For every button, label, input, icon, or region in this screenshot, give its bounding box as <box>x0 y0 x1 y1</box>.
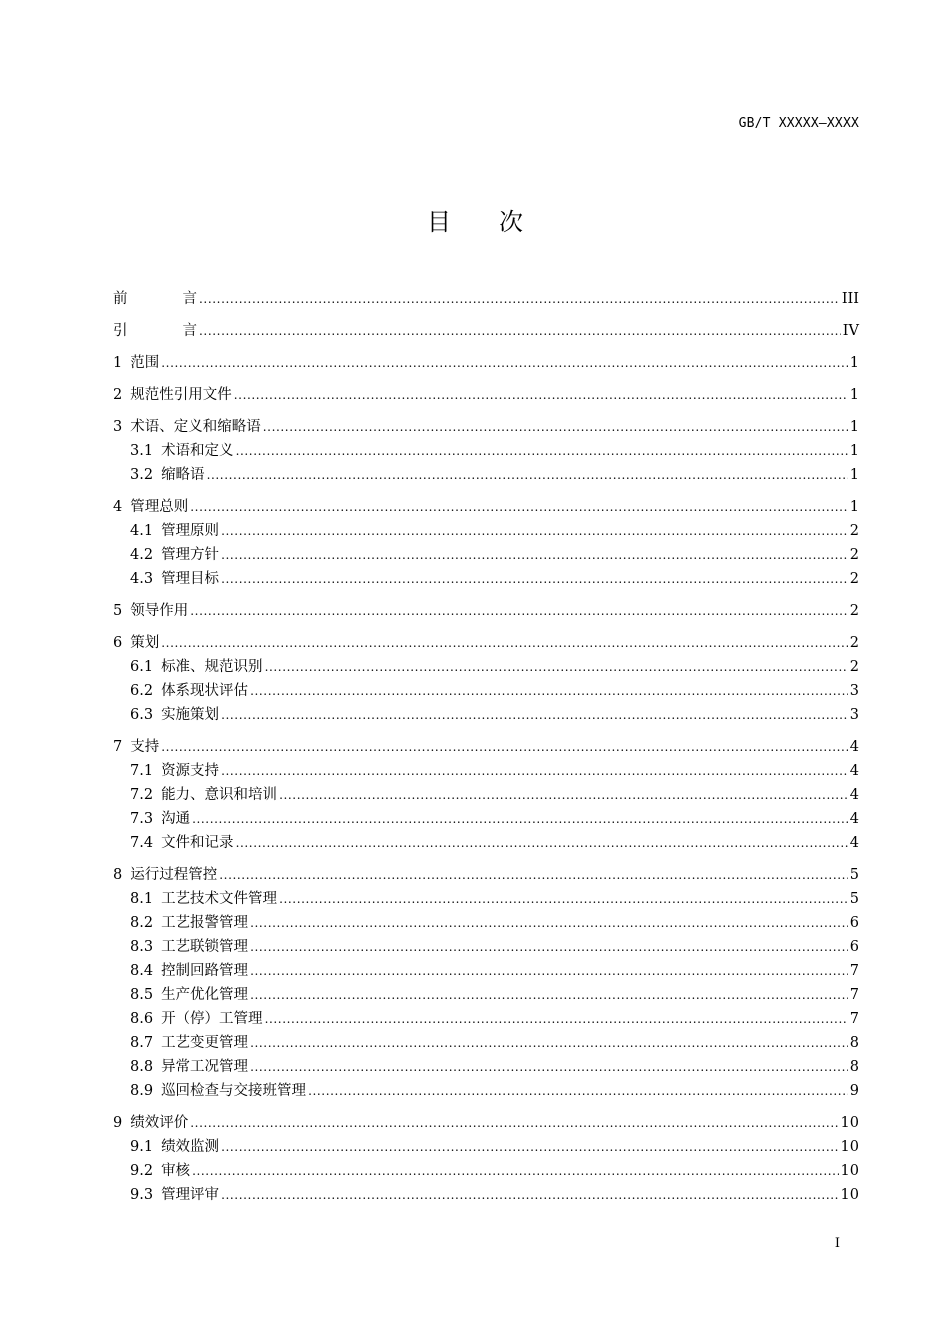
toc-entry[interactable] <box>113 319 859 343</box>
toc-entry-number: 7 <box>113 739 123 755</box>
dot-leader <box>279 891 848 907</box>
toc-entry-number: 8.8 <box>130 1059 154 1075</box>
dot-leader <box>161 739 848 755</box>
toc-entry-page: 1 <box>849 387 859 403</box>
page-title: 目次 <box>427 208 571 236</box>
toc-entry[interactable] <box>113 1135 859 1159</box>
toc-entry-page: 2 <box>849 659 859 675</box>
toc-entry[interactable] <box>113 567 859 591</box>
dot-leader <box>207 467 848 483</box>
dot-leader <box>265 659 848 675</box>
toc-entry-page: 6 <box>849 915 859 931</box>
toc-entry-label: 工艺报警管理 <box>161 915 249 931</box>
toc-entry-number: 9.2 <box>130 1163 154 1179</box>
toc-entry-number: 4.2 <box>130 547 154 563</box>
toc-entry[interactable] <box>113 735 859 759</box>
toc-entry-label: 管理目标 <box>161 571 220 587</box>
toc-entry-label: 能力、意识和培训 <box>161 787 278 803</box>
toc-entry-label: 异常工况管理 <box>161 1059 249 1075</box>
toc-entry-label: 工艺联锁管理 <box>161 939 249 955</box>
dot-leader <box>250 939 848 955</box>
toc-entry[interactable] <box>113 495 859 519</box>
toc-entry-label: 实施策划 <box>161 707 220 723</box>
toc-entry-page: 4 <box>849 835 859 851</box>
toc-entry-number: 5 <box>113 603 123 619</box>
toc-entry-number: 4.1 <box>130 523 154 539</box>
toc-entry[interactable] <box>113 1031 859 1055</box>
dot-leader <box>161 355 848 371</box>
toc-entry[interactable] <box>113 983 859 1007</box>
toc-entry-label: 绩效监测 <box>161 1139 220 1155</box>
toc-entry-label: 巡回检查与交接班管理 <box>161 1083 307 1099</box>
dot-leader <box>263 419 848 435</box>
toc-entry[interactable] <box>113 1055 859 1079</box>
dot-leader <box>250 915 848 931</box>
toc-entry[interactable] <box>113 439 859 463</box>
toc-entry-page: 8 <box>849 1035 859 1051</box>
dot-leader <box>190 499 848 515</box>
toc-entry-label: 管理总则 <box>130 499 189 515</box>
toc-entry-page: 3 <box>849 707 859 723</box>
toc-entry-number: 7.1 <box>130 763 154 779</box>
dot-leader <box>199 323 841 339</box>
dot-leader <box>236 443 848 459</box>
toc-entry-number: 7.2 <box>130 787 154 803</box>
toc-entry-number: 6.2 <box>130 683 154 699</box>
toc-entry-number: 8.2 <box>130 915 154 931</box>
dot-leader <box>250 963 848 979</box>
toc-entry-label: 审核 <box>161 1163 191 1179</box>
toc-entry[interactable] <box>113 463 859 487</box>
toc-entry-label: 规范性引用文件 <box>130 387 232 403</box>
toc-entry-number: 8.5 <box>130 987 154 1003</box>
toc-entry-label: 体系现状评估 <box>161 683 249 699</box>
toc-entry-page: 9 <box>849 1083 859 1099</box>
toc-entry[interactable] <box>113 1183 859 1207</box>
toc-entry-number: 8.1 <box>130 891 154 907</box>
toc-entry-page: 7 <box>849 963 859 979</box>
toc-entry-label: 管理评审 <box>161 1187 220 1203</box>
dot-leader <box>250 1059 848 1075</box>
toc-entry-number: 3.1 <box>130 443 154 459</box>
dot-leader <box>250 1035 848 1051</box>
toc-entry-number: 1 <box>113 355 123 371</box>
dot-leader <box>265 1011 848 1027</box>
page-number: I <box>834 1236 840 1251</box>
toc-entry-page: 10 <box>840 1163 859 1179</box>
document-code: GB/T XXXXX—XXXX <box>738 116 859 131</box>
toc-entry[interactable] <box>113 1007 859 1031</box>
toc-entry[interactable] <box>113 1079 859 1103</box>
toc-entry-page: 5 <box>849 891 859 907</box>
toc-entry[interactable] <box>113 287 859 311</box>
toc-entry-number: 9 <box>113 1115 123 1131</box>
toc-entry-number: 8 <box>113 867 123 883</box>
dot-leader <box>190 603 848 619</box>
toc-entry-number: 8.9 <box>130 1083 154 1099</box>
dot-leader <box>234 387 848 403</box>
toc-entry-label: 管理方针 <box>161 547 220 563</box>
toc-entry-page: 4 <box>849 739 859 755</box>
toc-entry-page: 10 <box>840 1139 859 1155</box>
toc-entry[interactable] <box>113 655 859 679</box>
dot-leader <box>308 1083 848 1099</box>
toc-entry-page: 7 <box>849 987 859 1003</box>
toc-entry[interactable] <box>113 935 859 959</box>
toc-entry-number: 9.1 <box>130 1139 154 1155</box>
toc-entry-label: 范围 <box>130 355 160 371</box>
toc-entry-page: 8 <box>849 1059 859 1075</box>
toc-entry-label: 管理原则 <box>161 523 220 539</box>
toc-entry-number: 6.1 <box>130 659 154 675</box>
dot-leader <box>192 811 848 827</box>
toc-entry[interactable] <box>113 759 859 783</box>
toc-entry-label: 引言 <box>113 323 252 339</box>
toc-entry-label: 绩效评价 <box>130 1115 189 1131</box>
toc-entry-number: 8.6 <box>130 1011 154 1027</box>
toc-entry-label: 资源支持 <box>161 763 220 779</box>
dot-leader <box>250 987 848 1003</box>
toc-entry-page: 10 <box>840 1187 859 1203</box>
toc-entry[interactable] <box>113 1111 859 1135</box>
dot-leader <box>221 707 848 723</box>
toc-entry-page: 10 <box>840 1115 859 1131</box>
toc-entry-label: 工艺技术文件管理 <box>161 891 278 907</box>
dot-leader <box>221 523 848 539</box>
toc-entry[interactable] <box>113 351 859 375</box>
toc-entry[interactable] <box>113 599 859 623</box>
toc-entry-number: 8.3 <box>130 939 154 955</box>
dot-leader <box>221 763 848 779</box>
toc-entry-page: 2 <box>849 547 859 563</box>
toc-entry-page: 4 <box>849 787 859 803</box>
dot-leader <box>219 867 848 883</box>
table-of-contents <box>113 287 859 1207</box>
toc-entry-number: 3 <box>113 419 123 435</box>
toc-entry-number: 8.4 <box>130 963 154 979</box>
toc-entry-page: 6 <box>849 939 859 955</box>
toc-entry-number: 4 <box>113 499 123 515</box>
toc-entry-number: 2 <box>113 387 123 403</box>
toc-entry-label: 控制回路管理 <box>161 963 249 979</box>
dot-leader <box>199 291 840 307</box>
toc-entry-label: 支持 <box>130 739 160 755</box>
toc-entry-page: 2 <box>849 635 859 651</box>
toc-entry-label: 前言 <box>113 291 252 307</box>
toc-entry[interactable] <box>113 415 859 439</box>
toc-entry[interactable] <box>113 679 859 703</box>
toc-entry[interactable] <box>113 911 859 935</box>
toc-entry-page: 4 <box>849 763 859 779</box>
toc-entry-number: 8.7 <box>130 1035 154 1051</box>
toc-entry-page: 1 <box>849 443 859 459</box>
toc-entry-page: 2 <box>849 523 859 539</box>
toc-entry[interactable] <box>113 519 859 543</box>
toc-entry-label: 生产优化管理 <box>161 987 249 1003</box>
toc-entry-page: 1 <box>849 467 859 483</box>
toc-entry-label: 标准、规范识别 <box>161 659 263 675</box>
toc-entry[interactable] <box>113 831 859 855</box>
toc-entry-label: 术语、定义和缩略语 <box>130 419 261 435</box>
dot-leader <box>161 635 848 651</box>
toc-entry[interactable] <box>113 887 859 911</box>
toc-entry-label: 工艺变更管理 <box>161 1035 249 1051</box>
dot-leader <box>279 787 848 803</box>
toc-entry-label: 运行过程管控 <box>130 867 218 883</box>
toc-entry-page: 2 <box>849 571 859 587</box>
toc-entry-page: III <box>841 291 859 307</box>
toc-entry-number: 7.4 <box>130 835 154 851</box>
toc-entry-page: 1 <box>849 419 859 435</box>
toc-entry[interactable] <box>113 863 859 887</box>
toc-entry[interactable] <box>113 703 859 727</box>
toc-entry-page: 1 <box>849 355 859 371</box>
toc-entry[interactable] <box>113 959 859 983</box>
dot-leader <box>236 835 848 851</box>
toc-entry-page: 4 <box>849 811 859 827</box>
dot-leader <box>190 1115 838 1131</box>
toc-entry-page: 1 <box>849 499 859 515</box>
toc-entry-page: 3 <box>849 683 859 699</box>
toc-entry-number: 3.2 <box>130 467 154 483</box>
toc-entry-number: 4.3 <box>130 571 154 587</box>
toc-entry[interactable] <box>113 631 859 655</box>
toc-entry-label: 缩略语 <box>161 467 205 483</box>
dot-leader <box>192 1163 838 1179</box>
toc-entry-label: 策划 <box>130 635 160 651</box>
toc-entry-page: 5 <box>849 867 859 883</box>
toc-entry-label: 术语和定义 <box>161 443 234 459</box>
toc-entry-number: 6.3 <box>130 707 154 723</box>
toc-entry-number: 9.3 <box>130 1187 154 1203</box>
dot-leader <box>250 683 848 699</box>
toc-entry[interactable] <box>113 383 859 407</box>
dot-leader <box>221 1187 838 1203</box>
toc-entry-label: 领导作用 <box>130 603 189 619</box>
toc-entry[interactable] <box>113 807 859 831</box>
toc-entry[interactable] <box>113 543 859 567</box>
toc-entry-page: 2 <box>849 603 859 619</box>
dot-leader <box>221 1139 838 1155</box>
toc-entry-number: 6 <box>113 635 123 651</box>
toc-entry[interactable] <box>113 783 859 807</box>
toc-entry[interactable] <box>113 1159 859 1183</box>
dot-leader <box>221 571 848 587</box>
toc-entry-label: 开（停）工管理 <box>161 1011 263 1027</box>
dot-leader <box>221 547 848 563</box>
toc-entry-number: 7.3 <box>130 811 154 827</box>
toc-entry-page: IV <box>842 323 859 339</box>
toc-entry-label: 沟通 <box>161 811 191 827</box>
toc-entry-page: 7 <box>849 1011 859 1027</box>
toc-entry-label: 文件和记录 <box>161 835 234 851</box>
